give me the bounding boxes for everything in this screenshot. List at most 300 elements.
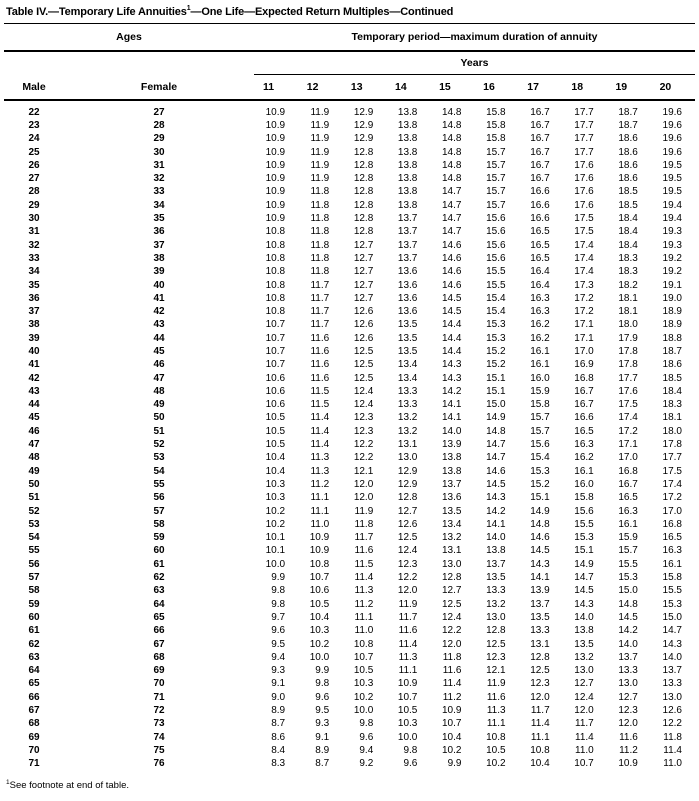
- multiple-value-cell: 11.7: [575, 718, 594, 730]
- table-row: [4, 172, 695, 185]
- male-age-cell: 55: [28, 545, 40, 557]
- multiple-value-cell: 16.3: [618, 505, 638, 517]
- multiple-value-cell: 12.5: [486, 638, 506, 650]
- female-age-cell: 31: [153, 159, 165, 171]
- multiple-value-cell: 14.8: [442, 173, 462, 185]
- table-row: [4, 425, 695, 438]
- multiple-value-cell: 11.4: [530, 718, 550, 730]
- multiple-value-cell: 11.7: [310, 292, 330, 304]
- female-age-cell: 68: [153, 651, 165, 663]
- multiple-value-cell: 10.8: [309, 558, 330, 570]
- male-age-cell: 42: [28, 372, 40, 384]
- female-age-cell: 39: [153, 266, 165, 278]
- male-age-cell: 27: [28, 173, 40, 185]
- multiple-value-cell: 13.7: [397, 213, 418, 225]
- multiple-value-cell: 14.7: [662, 625, 682, 637]
- multiple-value-cell: 14.7: [574, 572, 594, 584]
- multiple-value-cell: 15.9: [618, 532, 638, 544]
- multiple-value-cell: 14.2: [618, 625, 638, 637]
- multiple-value-cell: 12.6: [353, 306, 374, 318]
- multiple-value-cell: 14.9: [530, 505, 550, 517]
- multiple-value-cell: 16.8: [574, 372, 594, 384]
- multiple-value-cell: 15.3: [530, 465, 550, 477]
- multiple-value-cell: 9.1: [271, 678, 286, 690]
- multiple-value-cell: 14.0: [618, 638, 638, 650]
- multiple-value-cell: 15.7: [486, 146, 506, 158]
- multiple-value-cell: 13.3: [397, 399, 418, 411]
- multiple-value-cell: 13.3: [397, 385, 418, 397]
- multiple-value-cell: 12.0: [442, 638, 462, 650]
- multiple-value-cell: 15.6: [574, 505, 594, 517]
- multiple-value-cell: 12.5: [442, 598, 462, 610]
- multiple-value-cell: 18.4: [618, 226, 638, 238]
- multiple-value-cell: 10.6: [265, 385, 286, 397]
- multiple-value-cell: 10.2: [309, 638, 330, 650]
- multiple-value-cell: 13.7: [397, 239, 418, 251]
- multiple-value-cell: 9.9: [271, 572, 286, 584]
- multiple-value-cell: 10.8: [265, 239, 286, 251]
- multiple-value-cell: 10.2: [265, 505, 286, 517]
- multiple-value-cell: 11.6: [310, 332, 330, 344]
- multiple-value-cell: 15.2: [486, 345, 506, 357]
- multiple-value-cell: 15.8: [662, 572, 682, 584]
- male-age-cell: 31: [28, 226, 40, 238]
- multiple-value-cell: 14.4: [442, 332, 462, 344]
- table-row: [4, 758, 695, 771]
- multiple-value-cell: 17.1: [618, 439, 638, 451]
- table-row: [4, 651, 695, 664]
- female-age-cell: 40: [153, 279, 165, 291]
- table-row: [4, 518, 695, 531]
- multiple-value-cell: 14.6: [442, 252, 462, 264]
- multiple-value-cell: 15.3: [486, 319, 506, 331]
- multiple-value-cell: 16.7: [574, 385, 594, 397]
- multiple-value-cell: 15.8: [486, 106, 506, 118]
- multiple-value-cell: 9.0: [271, 691, 286, 703]
- male-age-cell: 44: [28, 399, 40, 411]
- table-row: [4, 478, 695, 491]
- temporary-period-group-header: Temporary period—maximum duration of annuity: [254, 24, 695, 51]
- multiple-value-cell: 10.7: [574, 758, 594, 770]
- male-age-cell: 33: [28, 252, 40, 264]
- multiple-value-cell: 13.0: [618, 678, 638, 690]
- multiple-value-cell: 12.3: [530, 678, 550, 690]
- multiple-value-cell: 10.9: [397, 678, 418, 690]
- female-age-cell: 35: [153, 213, 165, 225]
- multiple-value-cell: 14.8: [442, 106, 462, 118]
- table-row: [4, 332, 695, 345]
- multiple-value-cell: 13.8: [397, 173, 418, 185]
- multiple-value-cell: 12.8: [353, 199, 374, 211]
- multiple-value-cell: 11.1: [310, 492, 330, 504]
- multiple-value-cell: 17.0: [662, 505, 682, 517]
- table-title-text: Table IV.—Temporary Life Annuities: [6, 6, 187, 18]
- multiple-value-cell: 15.6: [486, 213, 506, 225]
- multiple-value-cell: 8.9: [271, 705, 286, 716]
- male-age-cell: 69: [28, 731, 40, 743]
- female-age-cell: 54: [153, 465, 165, 477]
- multiple-value-cell: 12.0: [397, 585, 418, 597]
- multiple-value-cell: 14.2: [486, 505, 506, 517]
- multiple-value-cell: 10.9: [265, 146, 286, 158]
- multiple-value-cell: 11.3: [354, 585, 374, 597]
- multiple-value-cell: 17.4: [574, 239, 594, 251]
- multiple-value-cell: 19.4: [662, 199, 682, 211]
- years-header: Years: [254, 51, 695, 75]
- table-row: [4, 718, 695, 731]
- multiple-value-cell: 16.5: [574, 425, 594, 437]
- female-column-header: Female: [64, 75, 254, 101]
- multiple-value-cell: 11.8: [310, 213, 330, 225]
- female-age-cell: 32: [153, 173, 165, 185]
- male-age-cell: 58: [28, 585, 40, 597]
- table-header: [4, 24, 695, 100]
- multiple-value-cell: 13.5: [397, 345, 418, 357]
- table-row: [4, 186, 695, 199]
- multiple-value-cell: 10.8: [265, 252, 286, 264]
- multiple-value-cell: 11.9: [354, 505, 374, 517]
- multiple-value-cell: 10.4: [265, 452, 286, 464]
- multiple-value-cell: 15.1: [486, 372, 506, 384]
- table-row: [4, 199, 695, 212]
- multiple-value-cell: 11.9: [310, 119, 330, 131]
- years-header-spacer: [4, 51, 254, 75]
- multiple-value-cell: 13.0: [662, 691, 682, 703]
- male-age-cell: 29: [28, 199, 40, 211]
- multiple-value-cell: 11.4: [442, 678, 462, 690]
- multiple-value-cell: 10.7: [265, 332, 286, 344]
- female-age-cell: 67: [153, 638, 165, 650]
- multiple-value-cell: 10.9: [309, 532, 330, 544]
- multiple-value-cell: 11.9: [310, 146, 330, 158]
- table-row: [4, 744, 695, 757]
- multiple-value-cell: 15.6: [530, 439, 550, 451]
- table-row: [4, 345, 695, 358]
- female-age-cell: 56: [153, 492, 165, 504]
- multiple-value-cell: 11.8: [354, 518, 374, 530]
- multiple-value-cell: 19.2: [662, 252, 682, 264]
- multiple-value-cell: 14.6: [442, 239, 462, 251]
- multiple-value-cell: 13.3: [486, 585, 506, 597]
- multiple-value-cell: 11.9: [310, 159, 330, 171]
- multiple-value-cell: 14.7: [442, 226, 462, 238]
- multiple-value-cell: 12.4: [353, 399, 374, 411]
- multiple-value-cell: 16.5: [618, 492, 638, 504]
- multiple-value-cell: 13.5: [530, 611, 550, 623]
- male-age-cell: 57: [28, 572, 40, 584]
- table-row: [4, 212, 695, 225]
- multiple-value-cell: 17.0: [574, 345, 594, 357]
- multiple-value-cell: 14.6: [486, 465, 506, 477]
- multiple-value-cell: 15.0: [486, 399, 506, 411]
- multiple-value-cell: 14.0: [486, 532, 506, 544]
- multiple-value-cell: 18.4: [618, 239, 638, 251]
- multiple-value-cell: 19.3: [662, 239, 682, 251]
- multiple-value-cell: 11.5: [310, 385, 330, 397]
- multiple-value-cell: 10.9: [265, 173, 286, 185]
- multiple-value-cell: 13.0: [574, 665, 594, 677]
- multiple-value-cell: 16.7: [618, 478, 638, 490]
- multiple-value-cell: 19.1: [662, 279, 682, 291]
- multiple-value-cell: 15.7: [486, 173, 506, 185]
- multiple-value-cell: 11.9: [310, 133, 330, 145]
- year-column-header: 16: [474, 75, 518, 101]
- female-age-cell: 27: [153, 106, 165, 118]
- multiple-value-cell: 9.6: [315, 691, 330, 703]
- multiple-value-cell: 11.5: [354, 558, 374, 570]
- multiple-value-cell: 16.6: [574, 412, 594, 424]
- multiple-value-cell: 16.1: [662, 558, 682, 570]
- multiple-value-cell: 19.5: [662, 186, 682, 198]
- multiple-value-cell: 13.6: [397, 266, 418, 278]
- multiple-value-cell: 16.6: [530, 199, 550, 211]
- multiple-value-cell: 10.5: [265, 425, 286, 437]
- female-age-cell: 73: [153, 718, 165, 730]
- table-row: [4, 279, 695, 292]
- multiple-value-cell: 12.4: [397, 545, 418, 557]
- female-age-cell: 34: [153, 199, 165, 211]
- multiple-value-cell: 11.6: [310, 359, 330, 371]
- multiple-value-cell: 10.6: [309, 585, 330, 597]
- multiple-value-cell: 11.9: [398, 598, 418, 610]
- year-column-header: 11: [254, 75, 298, 101]
- multiple-value-cell: 13.7: [442, 478, 462, 490]
- multiple-value-cell: 18.9: [662, 319, 682, 331]
- table-row: [4, 146, 695, 159]
- multiple-value-cell: 15.6: [486, 226, 506, 238]
- multiple-value-cell: 11.4: [354, 572, 374, 584]
- multiple-value-cell: 14.5: [574, 585, 594, 597]
- multiple-value-cell: 15.7: [486, 186, 506, 198]
- male-age-cell: 43: [28, 385, 40, 397]
- multiple-value-cell: 10.7: [397, 691, 418, 703]
- year-column-header: 15: [430, 75, 474, 101]
- multiple-value-cell: 10.9: [265, 186, 286, 198]
- multiple-value-cell: 10.7: [265, 345, 286, 357]
- multiple-value-cell: 17.6: [574, 186, 594, 198]
- multiple-value-cell: 15.3: [618, 572, 638, 584]
- year-column-header: 18: [563, 75, 607, 101]
- multiple-value-cell: 12.3: [353, 425, 374, 437]
- female-age-cell: 59: [153, 532, 165, 544]
- multiple-value-cell: 12.2: [353, 452, 374, 464]
- table-row: [4, 119, 695, 132]
- multiple-value-cell: 11.4: [575, 731, 594, 743]
- multiple-value-cell: 17.1: [574, 319, 594, 331]
- male-age-cell: 23: [28, 119, 40, 131]
- multiple-value-cell: 14.3: [486, 492, 506, 504]
- table-row: [4, 385, 695, 398]
- female-age-cell: 47: [153, 372, 165, 384]
- multiple-value-cell: 11.7: [530, 705, 550, 716]
- female-age-cell: 29: [153, 133, 165, 145]
- female-age-cell: 48: [153, 385, 165, 397]
- male-age-cell: 25: [28, 146, 40, 158]
- multiple-value-cell: 12.0: [618, 718, 638, 730]
- multiple-value-cell: 17.4: [574, 252, 594, 264]
- multiple-value-cell: 16.5: [530, 252, 550, 264]
- multiple-value-cell: 17.6: [574, 159, 594, 171]
- multiple-value-cell: 9.5: [271, 638, 286, 650]
- multiple-value-cell: 11.4: [310, 425, 330, 437]
- male-age-cell: 70: [28, 744, 40, 756]
- female-age-cell: 69: [153, 665, 165, 677]
- multiple-value-cell: 17.6: [618, 385, 638, 397]
- multiple-value-cell: 12.6: [353, 319, 374, 331]
- multiple-value-cell: 12.0: [530, 691, 550, 703]
- multiple-value-cell: 12.1: [353, 465, 374, 477]
- multiple-value-cell: 14.6: [442, 266, 462, 278]
- multiple-value-cell: 14.3: [442, 372, 462, 384]
- multiple-value-cell: 11.1: [486, 718, 506, 730]
- multiple-value-cell: 11.6: [486, 691, 506, 703]
- annuity-table: [4, 24, 695, 771]
- multiple-value-cell: 14.6: [530, 532, 550, 544]
- multiple-value-cell: 16.0: [574, 478, 594, 490]
- table-row: [4, 359, 695, 372]
- multiple-value-cell: 11.0: [663, 758, 682, 770]
- multiple-value-cell: 10.2: [486, 758, 506, 770]
- multiple-value-cell: 12.8: [353, 146, 374, 158]
- male-age-cell: 32: [28, 239, 40, 251]
- multiple-value-cell: 19.6: [662, 146, 682, 158]
- table-row: [4, 438, 695, 451]
- multiple-value-cell: 10.9: [265, 119, 286, 131]
- multiple-value-cell: 12.5: [353, 345, 374, 357]
- multiple-value-cell: 16.3: [574, 439, 594, 451]
- table-row: [4, 571, 695, 584]
- multiple-value-cell: 15.3: [662, 598, 682, 610]
- multiple-value-cell: 16.3: [530, 306, 550, 318]
- multiple-value-cell: 18.3: [662, 399, 682, 411]
- multiple-value-cell: 12.2: [662, 718, 682, 730]
- multiple-value-cell: 15.7: [530, 412, 550, 424]
- multiple-value-cell: 15.4: [486, 292, 506, 304]
- multiple-value-cell: 16.6: [530, 213, 550, 225]
- multiple-value-cell: 12.2: [397, 572, 418, 584]
- multiple-value-cell: 13.1: [397, 439, 418, 451]
- multiple-value-cell: 12.2: [442, 625, 462, 637]
- multiple-value-cell: 13.7: [397, 226, 418, 238]
- multiple-value-cell: 16.5: [662, 532, 682, 544]
- male-age-cell: 66: [28, 691, 40, 703]
- multiple-value-cell: 17.5: [574, 226, 594, 238]
- multiple-value-cell: 14.3: [530, 558, 550, 570]
- multiple-value-cell: 13.3: [662, 678, 682, 690]
- multiple-value-cell: 12.7: [353, 239, 374, 251]
- male-age-cell: 46: [28, 425, 40, 437]
- multiple-value-cell: 11.1: [398, 665, 418, 677]
- multiple-value-cell: 13.7: [486, 558, 506, 570]
- multiple-value-cell: 17.8: [618, 359, 638, 371]
- multiple-value-cell: 14.1: [442, 412, 462, 424]
- multiple-value-cell: 10.8: [265, 306, 286, 318]
- multiple-value-cell: 11.8: [310, 226, 330, 238]
- table-row: [4, 625, 695, 638]
- table-row: [4, 252, 695, 265]
- multiple-value-cell: 15.7: [530, 425, 550, 437]
- multiple-value-cell: 19.5: [662, 159, 682, 171]
- multiple-value-cell: 15.2: [486, 359, 506, 371]
- multiple-value-cell: 10.3: [397, 718, 418, 730]
- multiple-value-cell: 15.5: [486, 266, 506, 278]
- multiple-value-cell: 13.7: [618, 651, 638, 663]
- multiple-value-cell: 11.2: [442, 691, 462, 703]
- multiple-value-cell: 12.6: [397, 518, 418, 530]
- male-age-cell: 54: [28, 532, 40, 544]
- multiple-value-cell: 13.2: [574, 651, 594, 663]
- multiple-value-cell: 10.9: [265, 199, 286, 211]
- multiple-value-cell: 15.0: [662, 611, 682, 623]
- multiple-value-cell: 14.0: [574, 611, 594, 623]
- female-age-cell: 74: [153, 731, 165, 743]
- multiple-value-cell: 9.6: [271, 625, 286, 637]
- multiple-value-cell: 10.7: [265, 319, 286, 331]
- multiple-value-cell: 19.4: [662, 213, 682, 225]
- multiple-value-cell: 13.7: [662, 665, 682, 677]
- female-age-cell: 42: [153, 306, 165, 318]
- male-age-cell: 71: [28, 758, 40, 770]
- year-column-header: 14: [386, 75, 430, 101]
- female-age-cell: 61: [153, 558, 165, 570]
- multiple-value-cell: 13.8: [486, 545, 506, 557]
- female-age-cell: 53: [153, 452, 165, 464]
- female-age-cell: 72: [153, 705, 165, 716]
- multiple-value-cell: 10.9: [265, 159, 286, 171]
- multiple-value-cell: 10.2: [442, 744, 462, 756]
- footnote-text: See footnote at end of table.: [9, 779, 129, 791]
- multiple-value-cell: 19.5: [662, 173, 682, 185]
- multiple-value-cell: 11.9: [310, 106, 330, 118]
- multiple-value-cell: 18.7: [618, 119, 638, 131]
- multiple-value-cell: 10.5: [486, 744, 506, 756]
- female-age-cell: 66: [153, 625, 165, 637]
- female-age-cell: 41: [153, 292, 165, 304]
- multiple-value-cell: 10.0: [309, 651, 330, 663]
- male-age-cell: 45: [28, 412, 40, 424]
- male-age-cell: 64: [28, 665, 40, 677]
- multiple-value-cell: 17.7: [574, 106, 594, 118]
- multiple-value-cell: 15.5: [618, 558, 638, 570]
- multiple-value-cell: 9.3: [271, 665, 286, 677]
- multiple-value-cell: 8.9: [315, 744, 330, 756]
- male-age-cell: 35: [28, 279, 40, 291]
- multiple-value-cell: 18.1: [662, 412, 682, 424]
- multiple-value-cell: 18.4: [618, 213, 638, 225]
- multiple-value-cell: 13.8: [397, 106, 418, 118]
- multiple-value-cell: 12.0: [353, 478, 374, 490]
- multiple-value-cell: 8.7: [315, 758, 330, 770]
- multiple-value-cell: 18.7: [662, 345, 682, 357]
- multiple-value-cell: 12.8: [397, 492, 418, 504]
- multiple-value-cell: 9.4: [271, 651, 286, 663]
- multiple-value-cell: 9.9: [315, 665, 330, 677]
- male-age-cell: 67: [28, 705, 40, 716]
- multiple-value-cell: 10.9: [265, 133, 286, 145]
- multiple-value-cell: 16.7: [530, 173, 550, 185]
- table-row: [4, 611, 695, 624]
- multiple-value-cell: 11.5: [310, 399, 330, 411]
- multiple-value-cell: 13.1: [442, 545, 462, 557]
- multiple-value-cell: 11.8: [310, 252, 330, 264]
- multiple-value-cell: 14.7: [486, 439, 506, 451]
- multiple-value-cell: 12.2: [353, 439, 374, 451]
- multiple-value-cell: 11.0: [575, 744, 594, 756]
- male-age-cell: 59: [28, 598, 40, 610]
- multiple-value-cell: 13.9: [530, 585, 550, 597]
- multiple-value-cell: 9.8: [359, 718, 374, 730]
- table-row: [4, 319, 695, 332]
